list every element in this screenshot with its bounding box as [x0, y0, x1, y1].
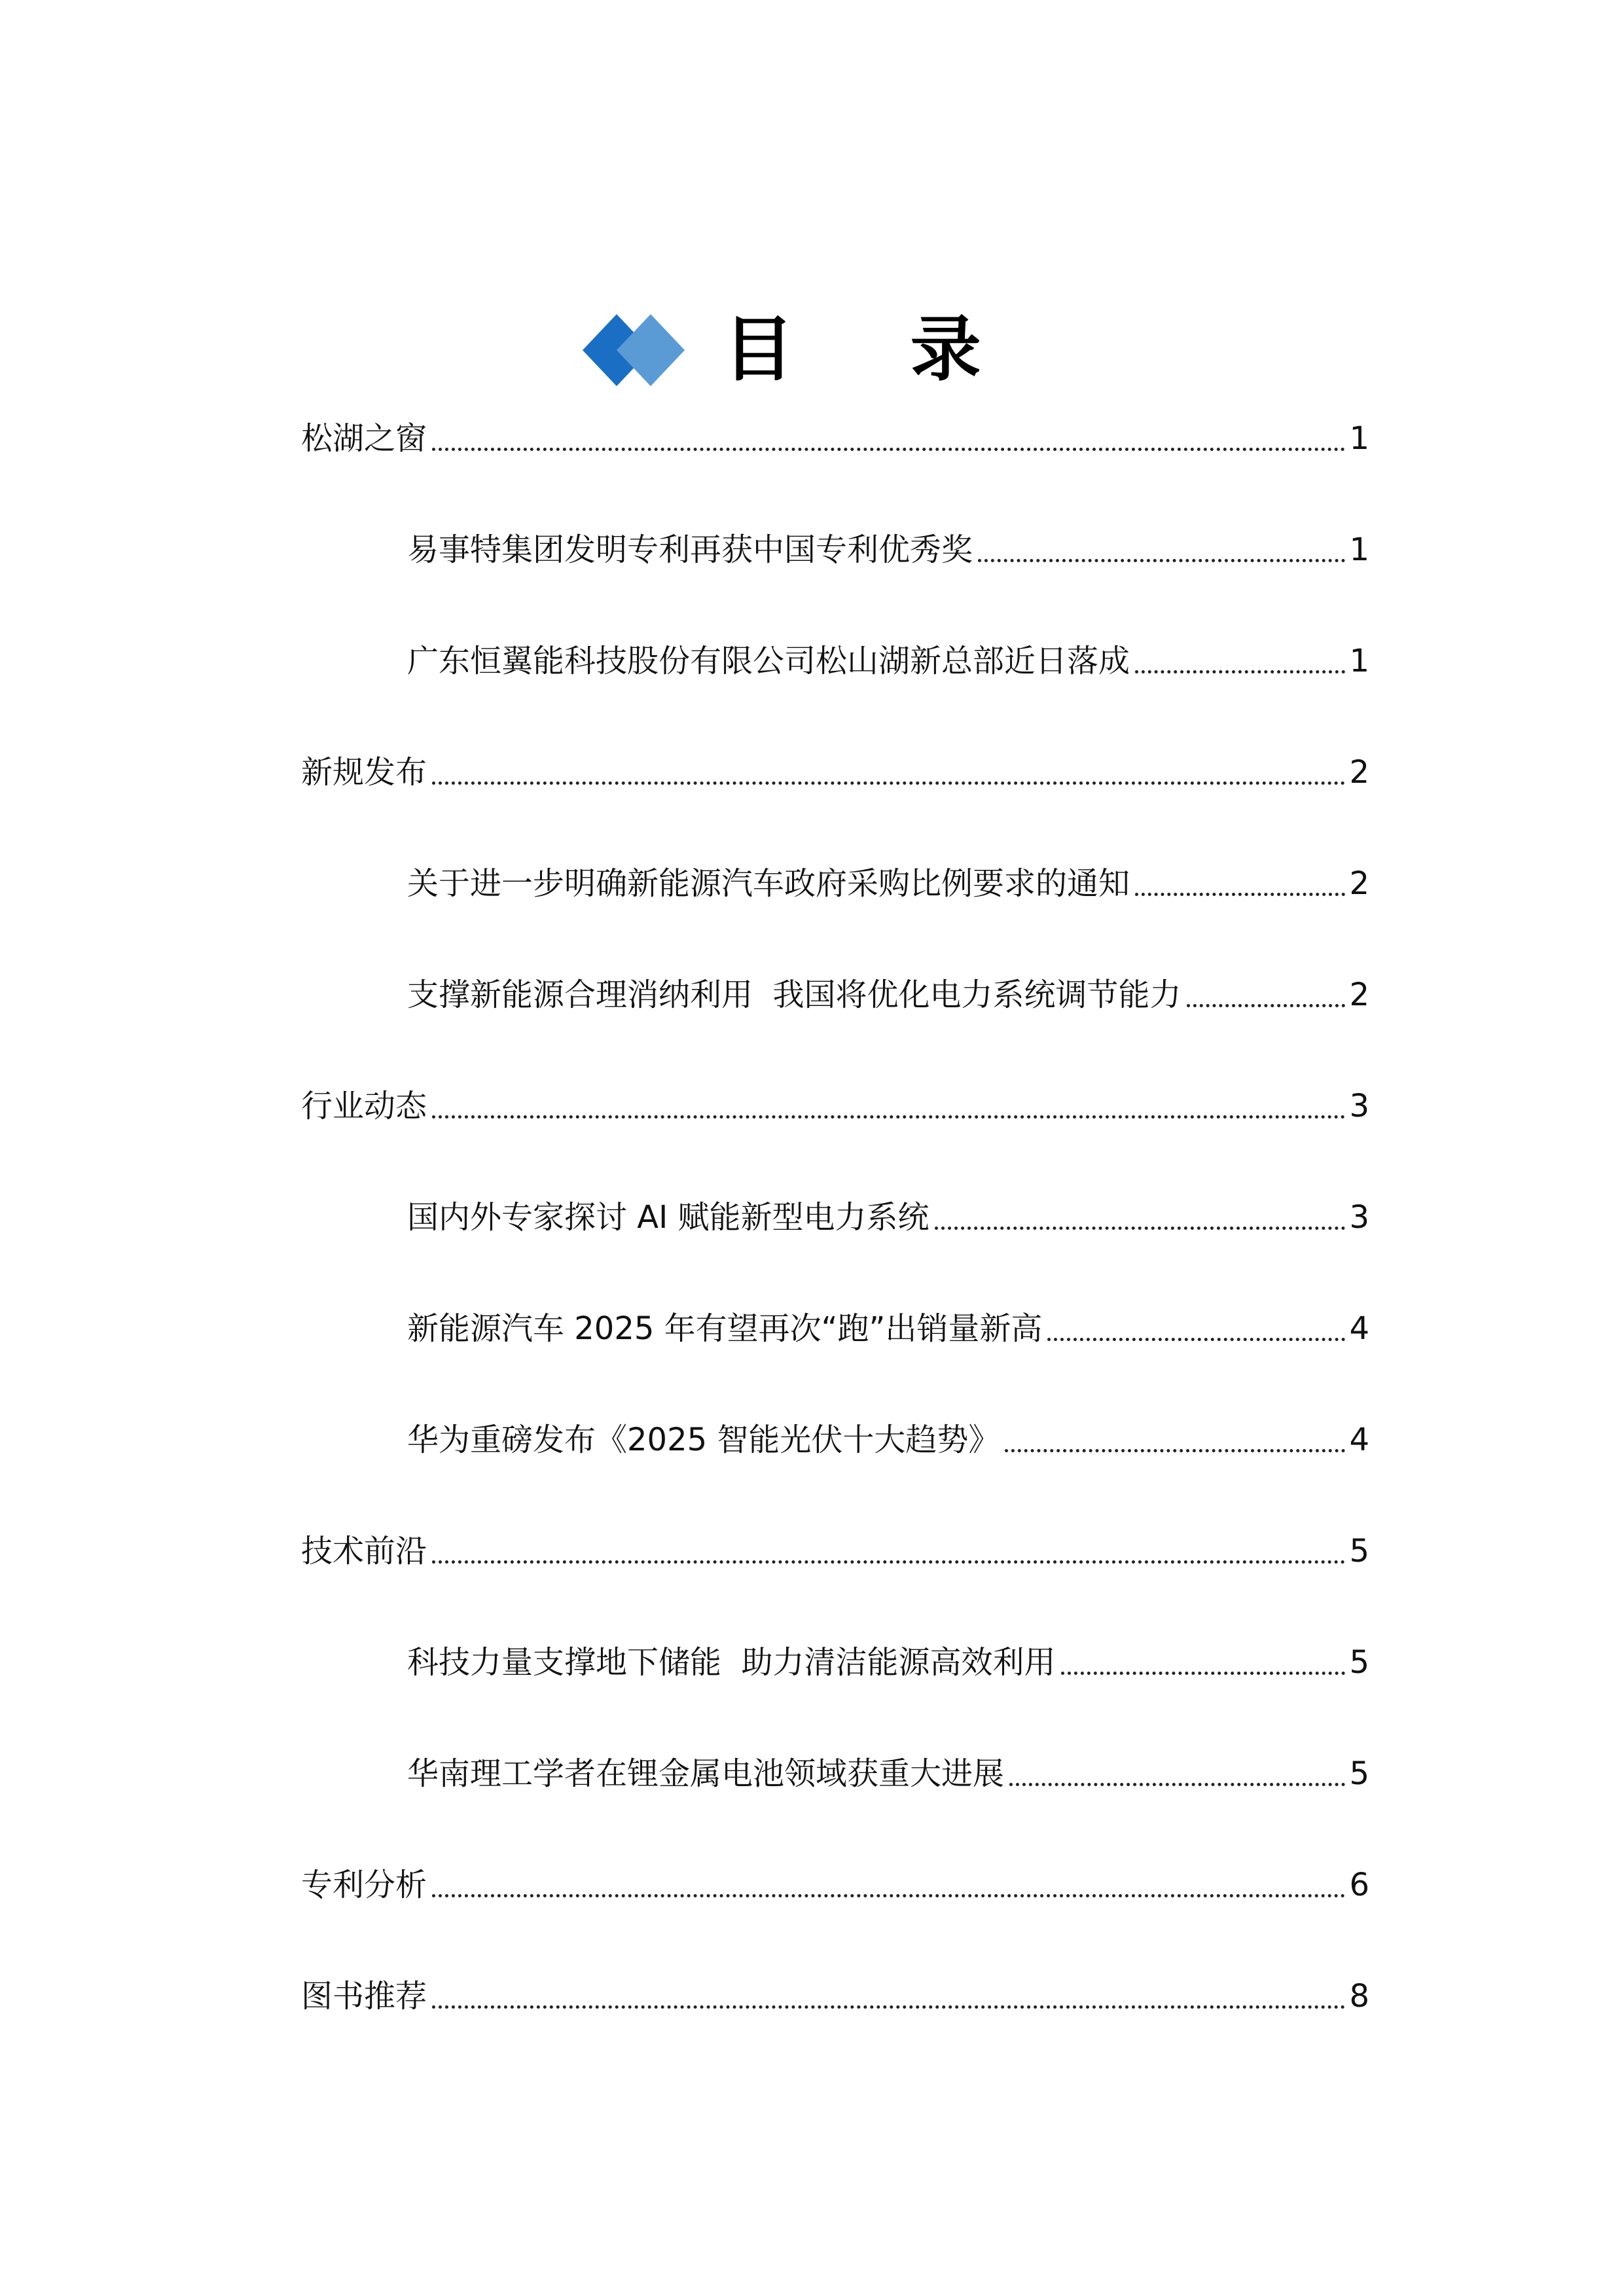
toc-page-number: 6 [1349, 1867, 1369, 1903]
toc-entry-label: 图书推荐 [301, 1978, 427, 2015]
toc-page-number: 1 [1349, 643, 1369, 679]
toc-page-number: 2 [1349, 865, 1369, 902]
toc-entry-label: 广东恒翼能科技股份有限公司松山湖新总部近日落成 [407, 643, 1130, 679]
toc-page-number: 1 [1349, 420, 1369, 457]
diamond-logo-icon [576, 301, 707, 399]
toc-entry-label: 新规发布 [301, 754, 427, 791]
toc-entry[interactable] [407, 1178, 1369, 1257]
toc-dot-leader [432, 2005, 1345, 2009]
toc-dot-leader [432, 1894, 1345, 1897]
toc-entry[interactable] [407, 956, 1369, 1034]
toc-dot-leader [432, 1560, 1345, 1564]
toc-page-number: 5 [1349, 1644, 1369, 1681]
toc-entry-label: 华南理工学者在锂金属电池领域获重大进展 [407, 1755, 1005, 1792]
toc-entry[interactable] [301, 1067, 1369, 1145]
toc-page-number: 3 [1349, 1088, 1369, 1124]
toc-dot-leader [1135, 670, 1345, 673]
toc-entry[interactable] [301, 1512, 1369, 1590]
toc-entry-label: 专利分析 [301, 1867, 427, 1903]
toc-entry-label: 华为重磅发布《2025 智能光伏十大趋势》 [407, 1422, 1000, 1458]
toc-page-number: 2 [1349, 754, 1369, 791]
toc-entry[interactable] [407, 622, 1369, 700]
toc-dot-leader [1061, 1672, 1346, 1675]
toc-page-number: 5 [1349, 1533, 1369, 1570]
toc-header [576, 301, 1034, 399]
toc-entry-label: 易事特集团发明专利再获中国专利优秀奖 [407, 531, 973, 568]
toc-entry[interactable] [407, 1289, 1369, 1368]
toc-entry[interactable] [301, 399, 1369, 478]
toc-dot-leader [1047, 1338, 1345, 1341]
toc-entry-label: 国内外专家探讨 AI 赋能新型电力系统 [407, 1199, 929, 1236]
toc-page-number: 8 [1349, 1978, 1369, 2015]
toc-dot-leader [935, 1227, 1346, 1230]
toc-entry-label: 科技力量支撑地下储能 助力清洁能源高效利用 [407, 1644, 1056, 1681]
toc-entry[interactable] [407, 844, 1369, 923]
toc-entry-label: 关于进一步明确新能源汽车政府采购比例要求的通知 [407, 865, 1130, 902]
toc-dot-leader [1135, 893, 1345, 896]
toc-dot-leader [1005, 1449, 1345, 1452]
toc-page-number: 5 [1349, 1755, 1369, 1792]
toc-entry[interactable] [301, 1846, 1369, 1924]
toc-entry[interactable] [407, 511, 1369, 589]
toc-entry-label: 行业动态 [301, 1088, 427, 1124]
toc-entry-label: 松湖之窗 [301, 420, 427, 457]
toc-entry[interactable] [301, 1957, 1369, 2036]
toc-entry[interactable] [407, 1401, 1369, 1479]
toc-page-number: 4 [1349, 1422, 1369, 1458]
toc-page-number: 3 [1349, 1199, 1369, 1236]
toc-entry-label: 支撑新能源合理消纳利用 我国将优化电力系统调节能力 [407, 977, 1182, 1013]
toc-page-number: 2 [1349, 977, 1369, 1013]
toc-dot-leader [432, 1115, 1345, 1119]
toc-dot-leader [432, 781, 1345, 785]
toc-entry[interactable] [407, 1734, 1369, 1813]
toc-entry-label: 新能源汽车 2025 年有望再次“跑”出销量新高 [407, 1310, 1043, 1347]
toc-dot-leader [1009, 1783, 1345, 1786]
toc-entry[interactable] [407, 1623, 1369, 1702]
toc-dot-leader [1187, 1004, 1346, 1007]
toc-dot-leader [978, 559, 1345, 562]
toc-entry-label: 技术前沿 [301, 1533, 427, 1570]
toc-dot-leader [432, 448, 1345, 451]
page-title: 目 录 [723, 309, 1027, 391]
toc-page-number: 1 [1349, 531, 1369, 568]
toc-entry[interactable] [301, 733, 1369, 812]
toc-page-number: 4 [1349, 1310, 1369, 1347]
